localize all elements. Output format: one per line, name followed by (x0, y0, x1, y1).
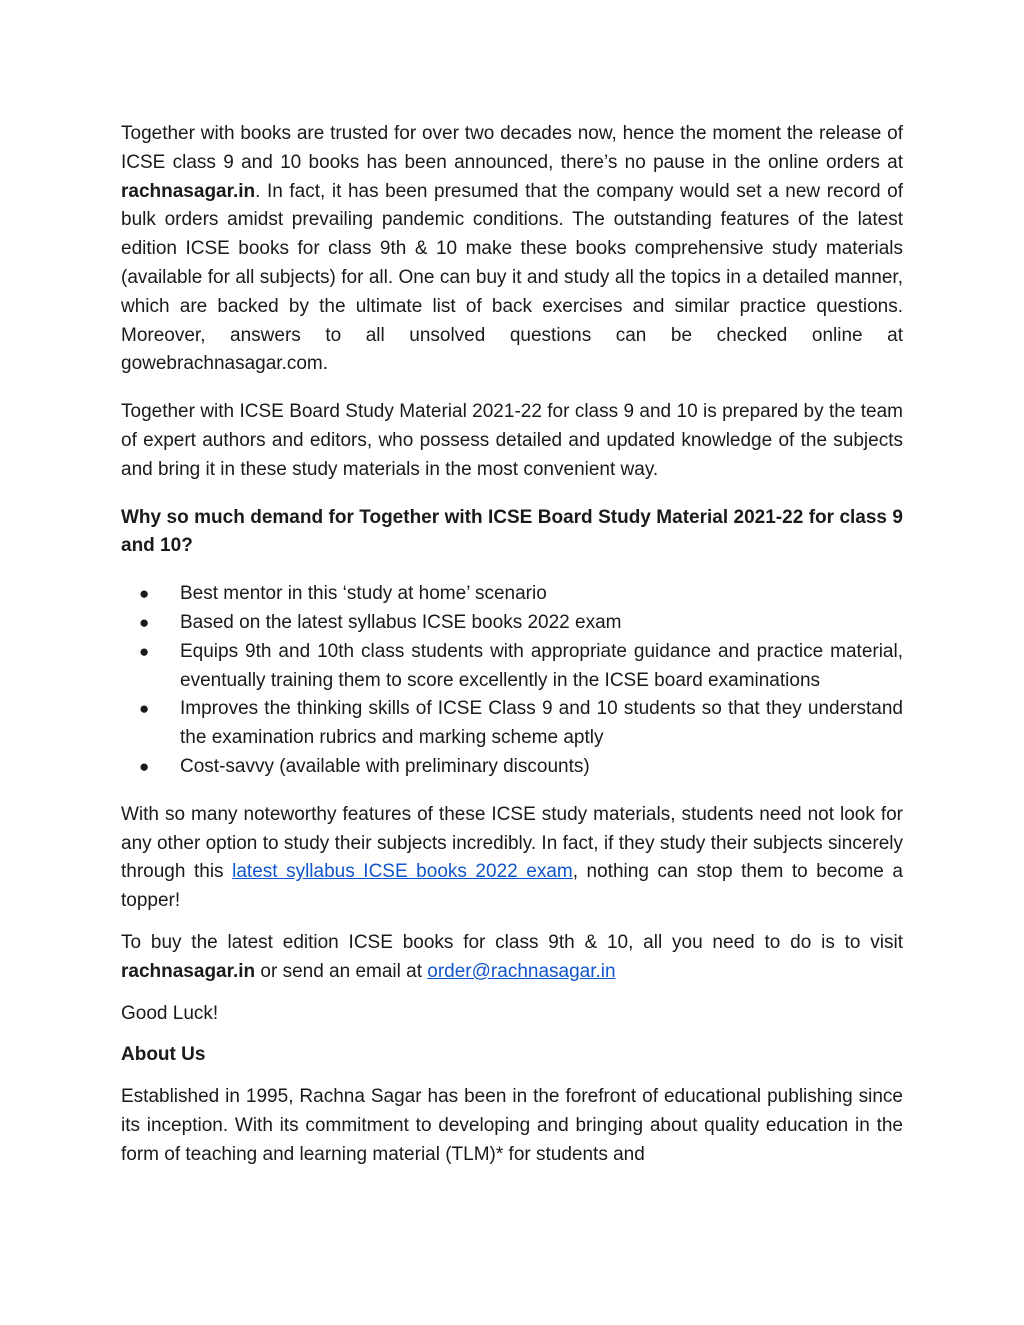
buy-text-start: To buy the latest edition ICSE books for class 9th & 10, all you need to do is to visit (121, 931, 903, 953)
how-to-buy-paragraph (121, 929, 903, 987)
document-page (121, 120, 903, 1170)
intro-text-start: Together with books are trusted for over two decades now, hence the moment the release of ICSE class 9 and 10 books has been announced, there’s no pause in the online orders at (121, 123, 903, 173)
rachnasagar-bold-text: rachnasagar.in (121, 960, 256, 982)
bullet-icon: ● (139, 699, 150, 719)
bullet-icon: ● (139, 584, 150, 604)
summary-text-start: With so many noteworthy features of these ICSE study materials, students need not look for any other option to study their subjects incredibly. In fact, if they study their subjects sincerely through this (121, 803, 903, 883)
rachnasagar-bold-text: rachnasagar.in (121, 180, 256, 202)
bullet-icon: ● (139, 612, 150, 632)
latest-syllabus-link[interactable]: latest syllabus ICSE books 2022 exam (232, 861, 573, 883)
list-item (121, 609, 903, 638)
intro-paragraph (121, 120, 903, 379)
order-email-link[interactable]: order@rachnasagar.in (427, 960, 616, 982)
list-item-text: Cost-savvy (available with preliminary discounts) (180, 755, 590, 777)
study-material-paragraph: Together with ICSE Board Study Material 2021-22 for class 9 and 10 is prepared by the team of expert authors and editors, who possess detailed and updated knowledge of the subjects and bring it in these study materials in the most convenient way. (121, 401, 903, 480)
list-item-text: Best mentor in this ‘study at home’ scenario (180, 583, 547, 605)
features-summary-paragraph (121, 801, 903, 916)
list-item-text: Improves the thinking skills of ICSE Class 9 and 10 students so that they understand the examination rubrics and marking scheme aptly (180, 698, 903, 749)
summary-text-end: , nothing can stop them to become a topper! (121, 861, 903, 912)
list-item-text: Based on the latest syllabus ICSE books 2022 exam (180, 611, 622, 633)
good-luck-text: Good Luck! (121, 1002, 219, 1024)
bullet-icon: ● (139, 641, 150, 661)
buy-text-middle: or send an email at (255, 960, 428, 982)
about-us-heading: About Us (121, 1044, 206, 1066)
about-us-paragraph: Established in 1995, Rachna Sagar has been in the forefront of educational publishing since its inception. With its commitment to developing and bringing about quality education in the form of teaching and learning material (TLM)* for students and (121, 1086, 903, 1165)
list-item (121, 638, 903, 696)
intro-text-end: . In fact, it has been presumed that the company would set a new record of bulk orders amidst prevailing pandemic conditions. The outstanding features of the latest edition ICSE books for class 9th & 10 make these books comprehensive study materials (available for all subjects) for all. One can buy it and study all the topics in a detailed manner, which are backed by the ultimate list of back exercises and similar practice questions. Moreover, answers to all unsolved questions can be checked online at gowebrachnasagar.com. (121, 180, 903, 375)
bullet-icon: ● (139, 756, 150, 776)
features-bullet-list (121, 580, 903, 782)
list-item (121, 753, 903, 782)
list-item (121, 695, 903, 753)
demand-question-heading: Why so much demand for Together with ICSE Board Study Material 2021-22 for class 9 and 10? (121, 506, 903, 557)
list-item (121, 580, 903, 609)
list-item-text: Equips 9th and 10th class students with appropriate guidance and practice material, eventually training them to score excellently in the ICSE board examinations (180, 640, 903, 691)
